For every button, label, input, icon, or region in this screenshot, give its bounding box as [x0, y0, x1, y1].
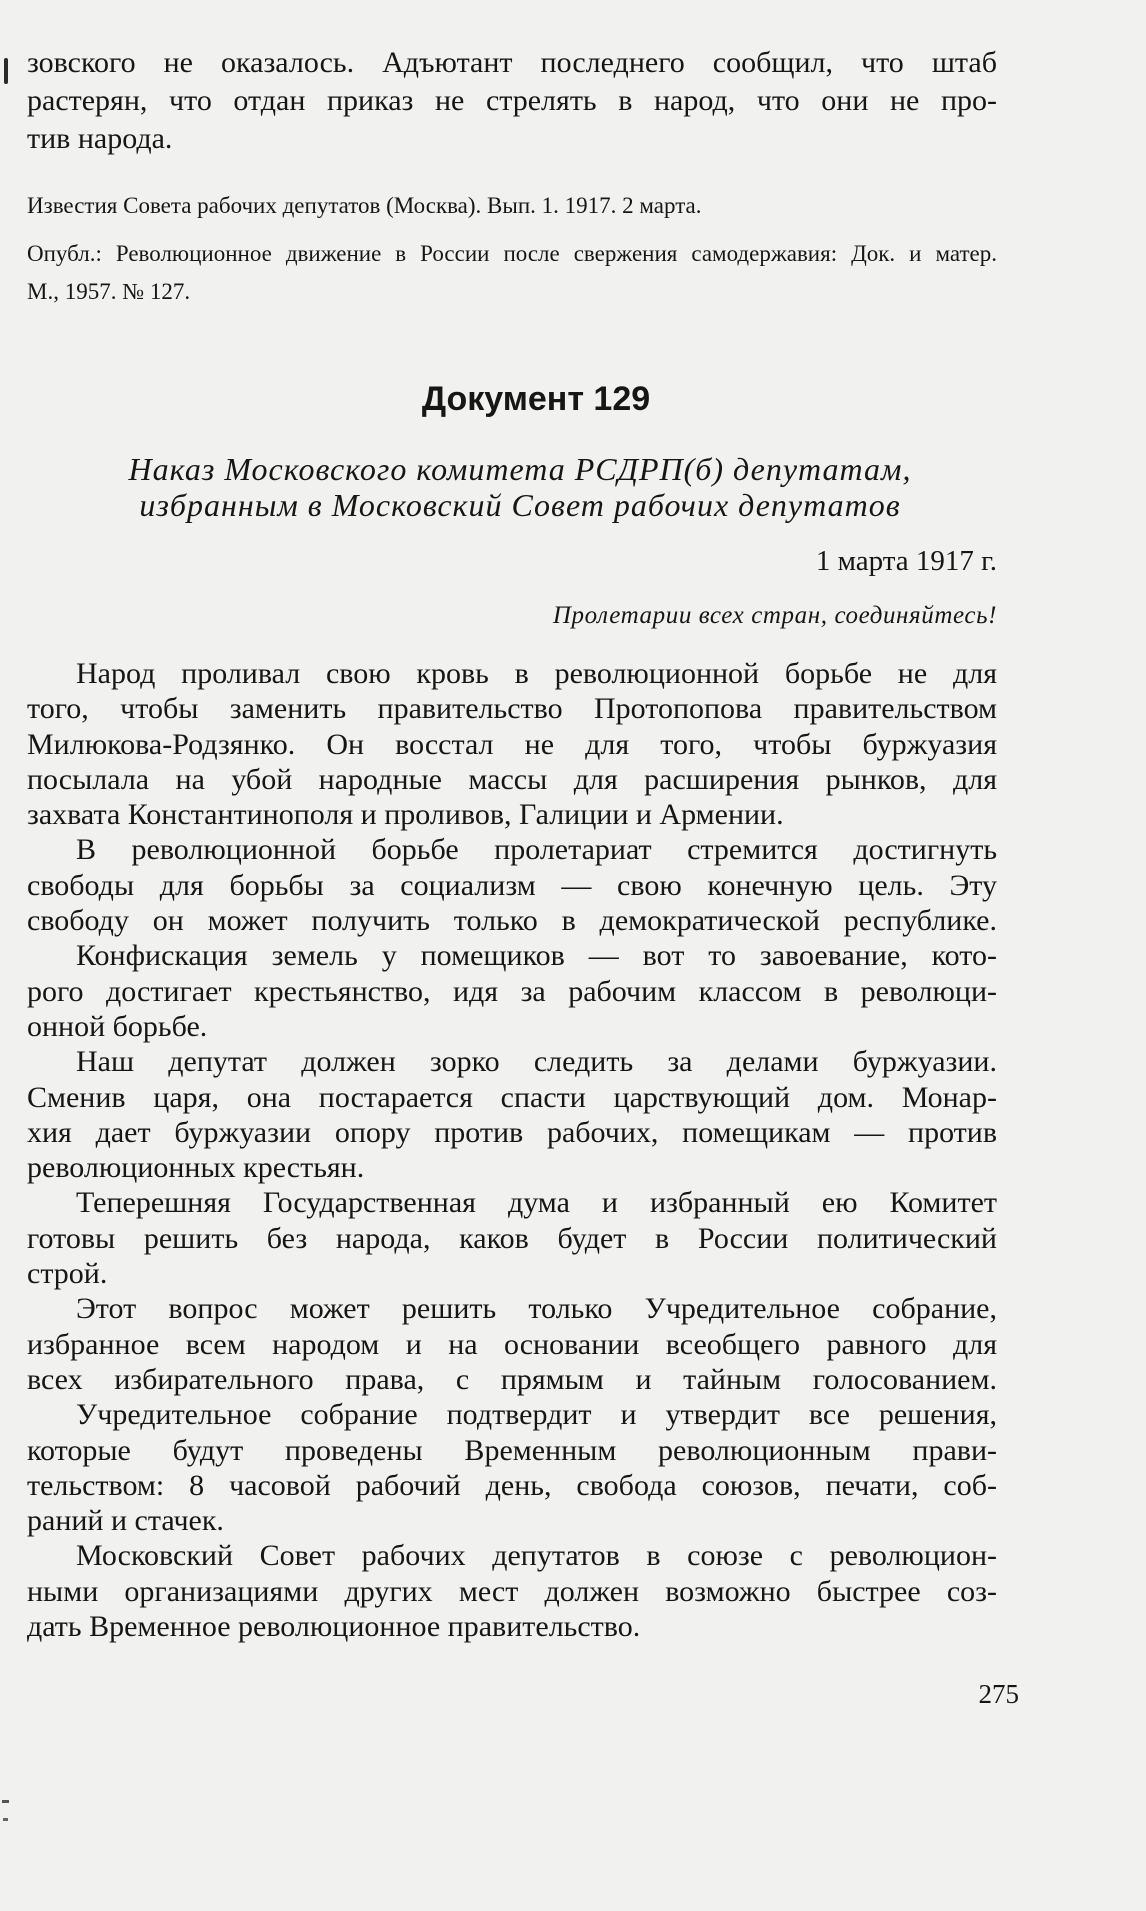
document-heading: Документ 129 — [421, 380, 651, 418]
text-line: рого достигает крестьянство, идя за рабочим классом в революци- — [27, 974, 997, 1008]
publication-line: Опубл.: Революционное движение в России после свержения самодержавия: Док. и матер. — [27, 241, 997, 266]
text-line: ными организациями других мест должен возможно быстрее соз- — [27, 1574, 997, 1608]
paragraph — [27, 1185, 997, 1291]
document-body — [27, 656, 997, 1644]
paragraph — [27, 1397, 997, 1538]
text-line: которые будут проведены Временным революционным прави- — [27, 1433, 997, 1467]
paragraph — [27, 938, 997, 1044]
text-line: раний и стачек. — [27, 1504, 224, 1538]
text-line: избранное всем народом и на основании всеобщего равного для — [27, 1327, 997, 1361]
text-line: посылала на убой народные массы для расширения рынков, для — [27, 762, 997, 796]
text-line: В революционной борьбе пролетариат стремится достигнуть — [76, 833, 997, 867]
publication-line: М., 1957. № 127. — [27, 279, 191, 304]
paragraph — [27, 1538, 997, 1644]
title-line: Наказ Московского комитета РСДРП(б) депутатам, — [128, 451, 912, 487]
text-line: свободу он может получить только в демократической республике. — [27, 904, 997, 938]
text-line: свободы для борьбы за социализм — свою конечную цель. Эту — [27, 868, 997, 902]
paragraph — [27, 656, 997, 832]
scan-edge-mark — [4, 58, 8, 84]
paragraph — [27, 832, 997, 938]
text-line: тельством: 8 часовой рабочий день, свобода союзов, печати, соб- — [27, 1468, 997, 1502]
text-line: Сменив царя, она постарается спасти царствующий дом. Монар- — [27, 1080, 997, 1114]
citation-line: Известия Совета рабочих депутатов (Москва). Вып. 1. 1917. 2 марта. — [27, 193, 702, 218]
publication-note — [27, 235, 997, 311]
paragraph — [27, 1291, 997, 1397]
text-line: тив народа. — [27, 122, 173, 155]
text-line: онной борьбе. — [27, 1009, 208, 1043]
text-line: революционных крестьян. — [27, 1151, 365, 1185]
text-line: строй. — [27, 1257, 108, 1291]
text-line: Московский Совет рабочих депутатов в союзе с революцион- — [76, 1539, 997, 1573]
source-citation — [27, 192, 997, 219]
paragraph — [27, 1044, 997, 1185]
text-line: Учредительное собрание подтвердит и утвердит все решения, — [76, 1398, 997, 1432]
page-number: 275 — [978, 1679, 1019, 1709]
text-line: Конфискация земель у помещиков — вот то завоевание, кото- — [76, 939, 997, 973]
text-line: Наш депутат должен зорко следить за делами буржуазии. — [76, 1045, 997, 1079]
document-title — [27, 451, 997, 523]
text-line: Теперешняя Государственная дума и избранный ею Комитет — [76, 1186, 997, 1220]
title-line: избранным в Московский Совет рабочих депутатов — [139, 487, 901, 523]
text-line: дать Временное революционное правительство. — [27, 1610, 641, 1644]
continued-paragraph — [27, 44, 997, 158]
text-line: того, чтобы заменить правительство Протопопова правительством — [27, 692, 997, 726]
text-line: готовы решить без народа, каков будет в России политический — [27, 1221, 997, 1255]
text-line: растерян, что отдан приказ не стрелять в народ, что они не про- — [27, 84, 997, 117]
text-line: захвата Константинополя и проливов, Галиции и Армении. — [27, 798, 784, 832]
scan-edge-mark — [3, 1818, 8, 1821]
text-line: Этот вопрос может решить только Учредительное собрание, — [76, 1292, 997, 1326]
text-line: всех избирательного права, с прямым и тайным голосованием. — [27, 1362, 997, 1396]
text-line: зовского не оказалось. Адъютант последнего сообщил, что штаб — [27, 46, 997, 79]
text-line: Милюкова-Родзянко. Он восстал не для того, чтобы буржуазия — [27, 727, 997, 761]
text-line: Народ проливал свою кровь в революционной борьбе не для — [76, 657, 997, 690]
scan-edge-mark — [2, 1800, 9, 1803]
document-slogan: Пролетарии всех стран, соединяйтесь! — [552, 602, 997, 629]
document-date: 1 марта 1917 г. — [815, 545, 997, 577]
text-line: хия дает буржуазии опору против рабочих, помещикам — против — [27, 1115, 997, 1149]
